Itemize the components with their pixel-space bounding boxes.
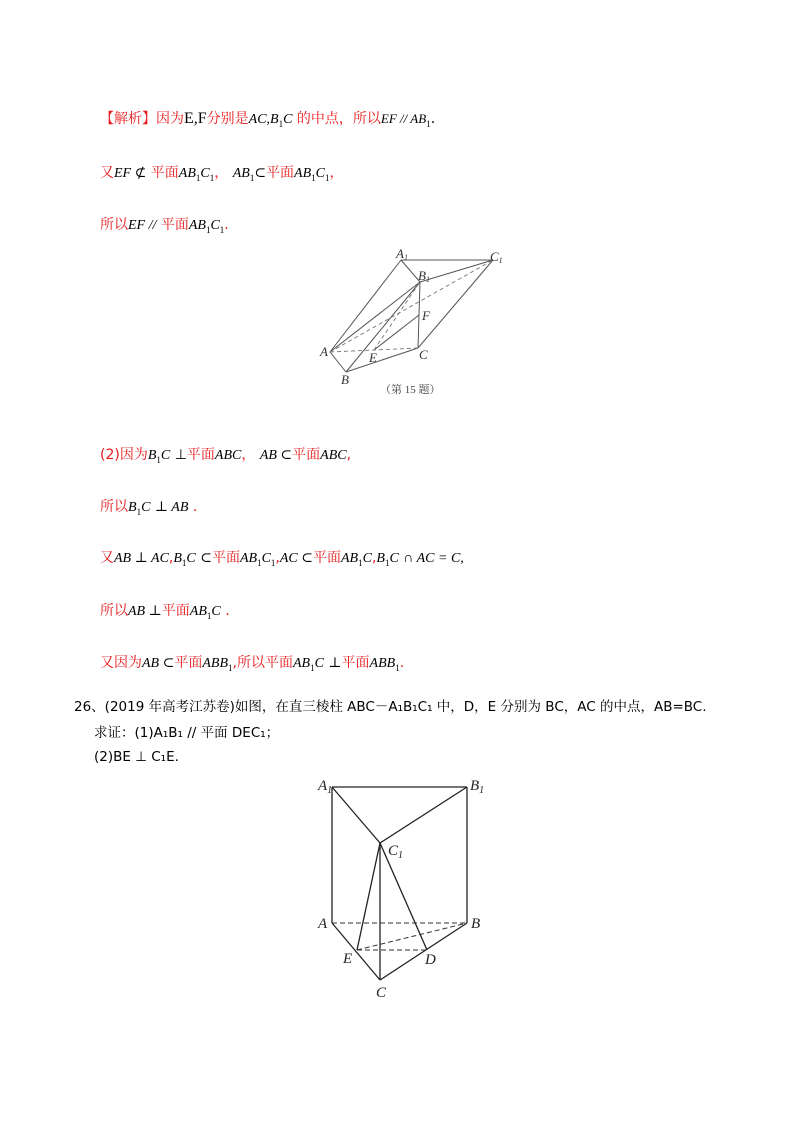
label-a1: A1 <box>396 248 408 262</box>
label-e: E <box>343 951 353 967</box>
question-26-part2: (2)BE ⊥ C₁E. <box>94 749 179 765</box>
solution-line-3: 所以EF // 平面$AB_1C_1$. <box>100 217 229 235</box>
label-b: B <box>471 916 481 932</box>
label-c: C <box>419 347 428 362</box>
label-b1: B1 <box>418 268 430 284</box>
label-e: E <box>369 350 377 365</box>
label-b: B <box>341 372 349 387</box>
part2-line-2: 所以$B_1C$ ⊥ AB . <box>100 499 198 517</box>
question-26-part1: 求证：(1)A₁B₁ // 平面 DEC₁； <box>94 725 280 741</box>
label-d: D <box>425 952 436 968</box>
question-26-text: 26、(2019 年高考江苏卷)如图，在直三棱柱 ABC－A₁B₁C₁ 中，D，E 分别为 BC，AC 的中点，AB=BC. <box>74 699 707 715</box>
label-a: A <box>318 916 328 932</box>
figure-26-diagram <box>312 775 492 1005</box>
part2-line-4: 所以AB ⊥平面$AB_1C$ . <box>100 603 230 621</box>
label-f: F <box>422 308 430 323</box>
figure-15-diagram <box>318 248 518 398</box>
part2-line-1: (2)因为$B_1C$ ⊥平面ABC， AB ⊂平面ABC, <box>100 447 352 465</box>
solution-line-1: 【解析】因为E,F分别是$AC,B_1C$ 的中点，所以EF // $AB_1$. <box>100 110 436 129</box>
label-c1: C1 <box>490 249 503 265</box>
solution-line-2: 又EF ⊄ 平面$AB_1C_1$， $AB_1\subset$平面$AB_1C_1$， <box>100 165 344 183</box>
figure-15-caption: （第 15 题） <box>380 384 441 396</box>
part2-line-5: 又因为AB ⊂平面$ABB_1$,所以平面$AB_1C$ ⊥平面$ABB_1$. <box>100 655 405 673</box>
label-b1: $B_1$ <box>470 778 485 796</box>
label-a1: $A_1$ <box>318 778 333 796</box>
label-c: C <box>376 985 387 1001</box>
label-c1: $C_1$ <box>388 843 404 861</box>
part2-line-3: 又AB ⊥ $AC,B_1C$ ⊂平面$AB_1C_1,AC$ ⊂平面$AB_1C,B_1C$ ∩ AC = C, <box>100 550 464 568</box>
analysis-tag: 【解析】 <box>100 111 156 127</box>
label-a: A <box>320 344 328 359</box>
